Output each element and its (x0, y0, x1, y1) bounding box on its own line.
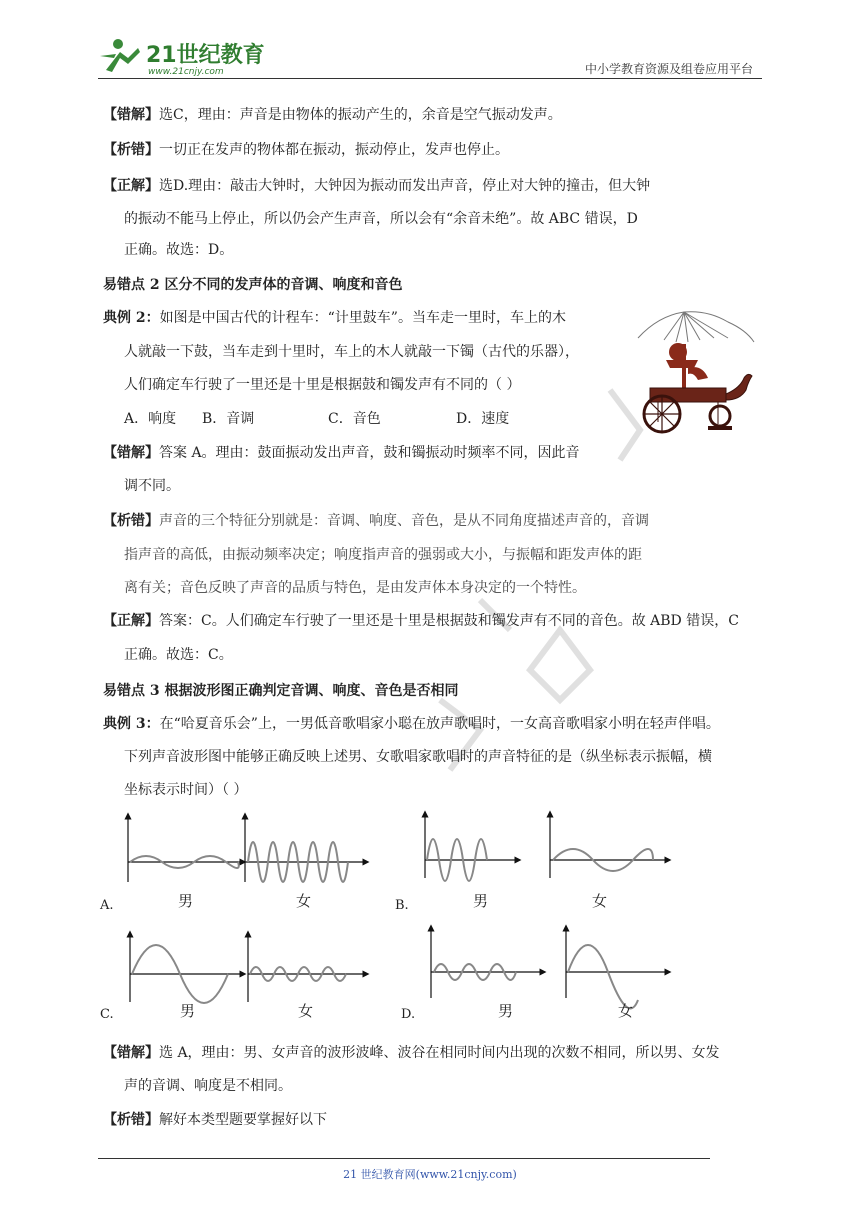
xicuo-text: 声音的三个特征分别就是：音调、响度、音色，是从不同角度描述声音的，音调 (159, 513, 649, 529)
tag-xicuo: 【析错】 (103, 1112, 159, 1128)
xicuo-text: 解好本类型题要掌握好以下 (159, 1112, 327, 1128)
option-label-a: A. (100, 898, 114, 913)
site-logo (98, 34, 268, 78)
tag-zhengjie: 【正解】 (103, 613, 159, 629)
header-divider (98, 78, 762, 79)
footer-divider (98, 1158, 710, 1159)
example-text: 在“哈夏音乐会”上，一男低音歌唱家小聪在放声歌唱时，一女高音歌唱家小明在轻声伴唱。 (159, 716, 720, 732)
female-label: 女 (296, 892, 312, 910)
female-label: 女 (298, 1002, 314, 1020)
male-label: 男 (473, 892, 489, 910)
cuojie-line: 声的音调、响度是不相同。 (124, 1078, 292, 1094)
tag-xicuo: 【析错】 (103, 142, 159, 158)
paragraph-cuojie-2 (103, 443, 580, 463)
option-c: C．音色 (328, 411, 381, 427)
male-label: 男 (498, 1002, 514, 1020)
zhengjie-line: 的振动不能马上停止，所以仍会产生声音，所以会有“余音未绝”。故 ABC 错误，D (124, 211, 638, 227)
example3-line: 坐标表示时间）（ ） (124, 782, 248, 798)
example2-line (103, 308, 566, 328)
paragraph-cuojie-3 (103, 1043, 720, 1063)
example-text: 如图是中国古代的计程车：“计里鼓车”。当车走一里时，车上的木 (159, 310, 566, 326)
female-label: 女 (618, 1002, 634, 1020)
logo-text: 21世纪教育 (146, 43, 265, 68)
paragraph-xicuo-3 (103, 1110, 327, 1130)
xicuo-line: 指声音的高低，由振动频率决定；响度指声音的强弱或大小，与振幅和距发声体的距 (124, 547, 642, 563)
example-tag: 典例 2： (103, 310, 160, 326)
paragraph-xicuo-1 (103, 140, 509, 160)
option-label-c: C. (100, 1007, 114, 1022)
tag-cuojie: 【错解】 (103, 107, 159, 123)
option-label-b: B. (395, 898, 409, 913)
logo-url: www.21cnjy.com (148, 67, 224, 77)
male-label: 男 (178, 892, 194, 910)
male-label: 男 (180, 1002, 196, 1020)
tag-xicuo: 【析错】 (103, 513, 159, 529)
example2-options (124, 409, 509, 429)
option-d: D．速度 (456, 411, 510, 427)
zhengjie-line: 正确。故选：C。 (124, 647, 233, 663)
cuojie-line: 调不同。 (124, 478, 180, 494)
example3-line (103, 714, 720, 734)
drum-cart-image (628, 308, 760, 442)
option-label-d: D. (401, 1007, 416, 1022)
waveform-options (98, 810, 678, 1035)
zhengjie-line: 正确。故选：D。 (124, 242, 234, 258)
paragraph-zhengjie-1 (103, 176, 650, 196)
example2-line: 人们确定车行驶了一里还是十里是根据鼓和镯发声有不同的（ ） (124, 377, 521, 393)
example3-line: 下列声音波形图中能够正确反映上述男、女歌唱家歌唱时的声音特征的是（纵坐标表示振幅，横 (124, 749, 712, 765)
header-platform-text: 中小学教育资源及组卷应用平台 (584, 62, 753, 76)
footer-link[interactable]: 21 世纪教育网(www.21cnjy.com) (343, 1168, 517, 1181)
cuojie-text: 选C，理由：声音是由物体的振动产生的，余音是空气振动发声。 (159, 107, 562, 123)
zhengjie-text: 答案：C。人们确定车行驶了一里还是十里是根据鼓和镯发声有不同的音色。故 ABD 错误，C (159, 613, 739, 629)
example-tag: 典例 3： (103, 716, 160, 732)
female-label: 女 (592, 892, 608, 910)
xicuo-line: 离有关；音色反映了声音的品质与特色，是由发声体本身决定的一个特性。 (124, 580, 586, 596)
paragraph-xicuo-2 (103, 511, 649, 531)
zhengjie-line: 选D.理由：敲击大钟时，大钟因为振动而发出声音，停止对大钟的撞击，但大钟 (159, 178, 651, 194)
tag-cuojie: 【错解】 (103, 445, 159, 461)
cuojie-text: 选 A，理由：男、女声音的波形波峰、波谷在相同时间内出现的次数不相同，所以男、女发 (159, 1045, 720, 1061)
option-a: A．响度 (124, 411, 177, 427)
tag-zhengjie: 【正解】 (103, 178, 159, 194)
section-title-point2: 易错点 2 区分不同的发声体的音调、响度和音色 (103, 277, 403, 293)
option-b: B．音调 (202, 411, 255, 427)
section-title-point3: 易错点 3 根据波形图正确判定音调、响度、音色是否相同 (103, 683, 459, 699)
paragraph-cuojie-1 (103, 105, 562, 125)
example2-line: 人就敲一下鼓，当车走到十里时，车上的木人就敲一下镯（古代的乐器）， (124, 344, 579, 360)
tag-cuojie: 【错解】 (103, 1045, 159, 1061)
cuojie-text: 答案 A。理由：鼓面振动发出声音，鼓和镯振动时频率不同，因此音 (159, 445, 580, 461)
xicuo-text: 一切正在发声的物体都在振动，振动停止，发声也停止。 (159, 142, 509, 158)
paragraph-zhengjie-2 (103, 611, 739, 631)
